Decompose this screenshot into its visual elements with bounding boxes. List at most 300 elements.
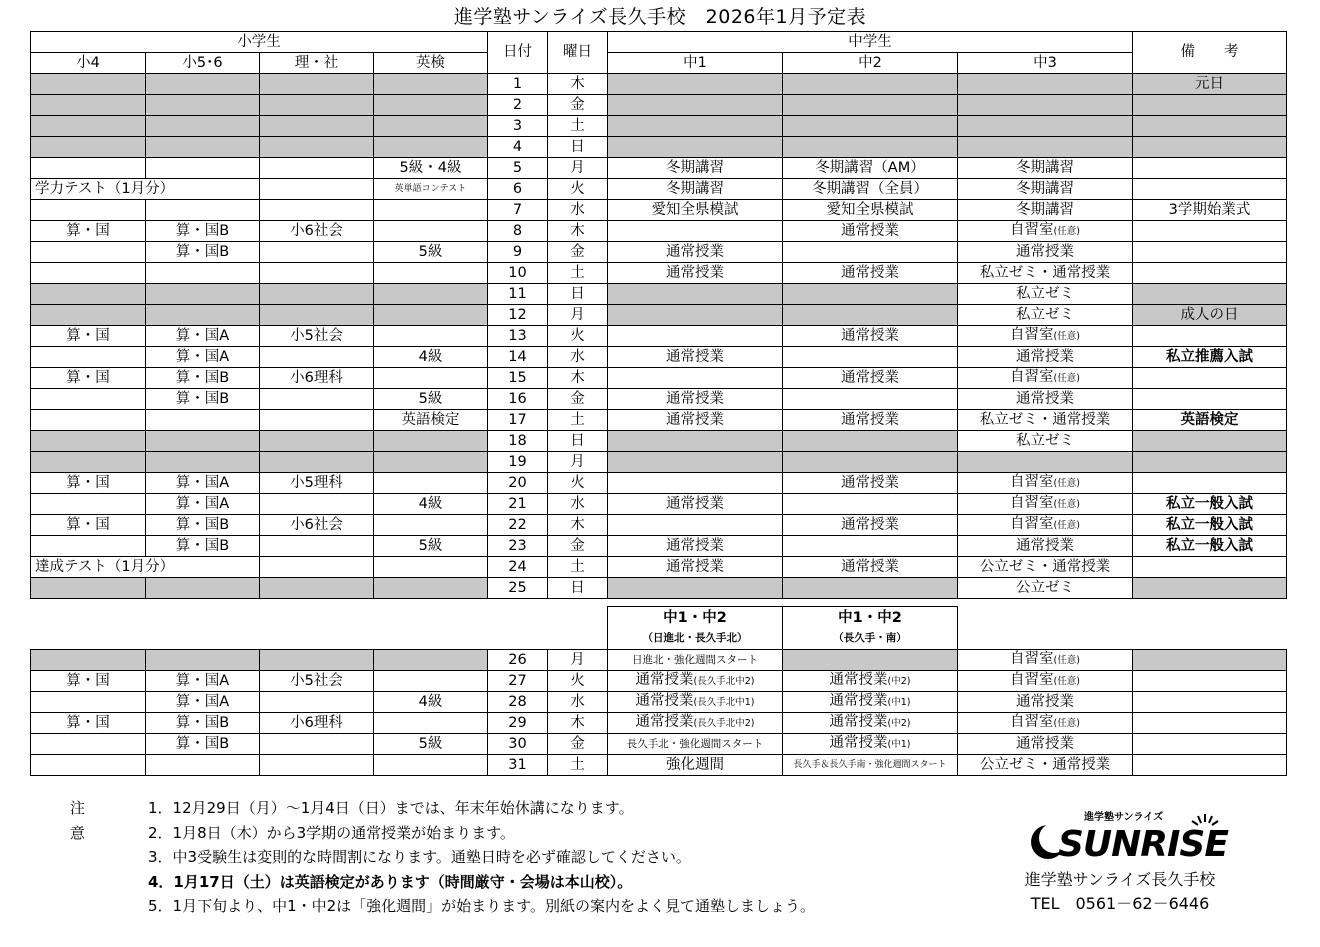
cell-grade4 [31, 326, 146, 347]
cell-jh1 [608, 389, 783, 410]
header-junior: 中学生 [608, 32, 1133, 53]
cell-date [488, 671, 548, 692]
table-row [31, 734, 1287, 755]
cell-grade56 [146, 221, 260, 242]
cell-jh2-text: 通常授業 [841, 222, 899, 239]
cell-grade4 [31, 74, 146, 95]
cell-jh2 [783, 650, 958, 671]
cell-jh2-text: 通常授業 [841, 516, 899, 533]
cell-jh1-text: 通常授業 [666, 264, 724, 281]
cell-eiken [374, 515, 488, 536]
cell-date-text: 18 [508, 432, 527, 449]
cell-remarks [1133, 221, 1287, 242]
cell-jh1 [608, 650, 783, 671]
cell-jh1 [608, 242, 783, 263]
header-split-b-title: 中1・中2 [838, 610, 902, 626]
cell-jh3-text: 冬期講習 [1016, 201, 1074, 218]
cell-jh3 [958, 473, 1133, 494]
cell-jh1-text: 冬期講習 [666, 159, 724, 176]
cell-jh3-text: 通常授業 [1016, 693, 1074, 710]
cell-jh2-note: (中1) [887, 697, 911, 708]
cell-weekday [548, 557, 608, 578]
table-row [31, 242, 1287, 263]
cell-jh3-note: (任意) [1053, 226, 1080, 237]
cell-jh1-text: 日進北・強化週間スタート [632, 653, 758, 666]
cell-jh2 [783, 179, 958, 200]
cell-date [488, 305, 548, 326]
cell-date [488, 284, 548, 305]
cell-weekday [548, 284, 608, 305]
cell-eiken [374, 158, 488, 179]
cell-remarks [1133, 116, 1287, 137]
cell-jh3-note: (任意) [1053, 331, 1080, 342]
cell-jh3-text: 私立ゼミ [1016, 306, 1074, 323]
cell-date [488, 242, 548, 263]
cell-sci-soc [260, 263, 374, 284]
cell-jh2-text: 通常授業 [841, 411, 899, 428]
cell-jh3-note: (任意) [1053, 718, 1080, 729]
cell-grade4 [31, 452, 146, 473]
cell-jh2-text: 通常授業 [829, 693, 888, 709]
cell-jh3-text: 通常授業 [1016, 735, 1074, 752]
cell-jh2 [783, 95, 958, 116]
note-item: 5．1月下旬より、中1・中2は「強化週間」が始まります。別紙の案内をよく見て通塾しましょう。 [148, 897, 815, 915]
cell-jh1 [608, 473, 783, 494]
cell-eiken [374, 200, 488, 221]
cell-date-text: 31 [508, 756, 527, 773]
note-item: 3．中3受験生は変則的な時間割になります。通塾日時を必ず確認してください。 [148, 848, 691, 866]
cell-date-text: 9 [512, 243, 523, 260]
cell-jh1-text: 通常授業 [635, 714, 694, 730]
cell-grade56 [146, 284, 260, 305]
cell-sci-soc [260, 74, 374, 95]
cell-eiken [374, 284, 488, 305]
cell-eiken [374, 95, 488, 116]
cell-weekday [548, 263, 608, 284]
cell-date [488, 95, 548, 116]
table-row [31, 536, 1287, 557]
cell-eiken-text: 4級 [418, 348, 443, 365]
cell-jh3-text: 自習室 [1010, 369, 1054, 385]
cell-grade4 [31, 137, 146, 158]
cell-weekday [548, 389, 608, 410]
cell-jh3 [958, 284, 1133, 305]
table-row [31, 713, 1287, 734]
cell-sci-soc [260, 305, 374, 326]
cell-jh2 [783, 536, 958, 557]
cell-remarks [1133, 305, 1287, 326]
cell-eiken [374, 473, 488, 494]
cell-grade56 [146, 200, 260, 221]
cell-jh1 [608, 200, 783, 221]
cell-remarks [1133, 347, 1287, 368]
cell-date-text: 4 [512, 138, 523, 155]
cell-eiken [374, 410, 488, 431]
school-name: 進学塾サンライズ長久手校 [1024, 870, 1216, 889]
cell-jh2 [783, 713, 958, 734]
table-row [31, 284, 1287, 305]
cell-grade56 [146, 734, 260, 755]
cell-eiken-text: 英単語コンテスト [394, 183, 467, 194]
cell-remarks [1133, 713, 1287, 734]
cell-grade56-text: 算・国B [175, 537, 230, 554]
cell-date-text: 6 [512, 180, 523, 197]
cell-jh2 [783, 116, 958, 137]
cell-jh3-text: 自習室 [1010, 495, 1054, 511]
cell-weekday-text: 火 [570, 327, 585, 344]
cell-weekday-text: 火 [570, 474, 585, 491]
cell-jh3 [958, 734, 1133, 755]
cell-weekday-text: 木 [570, 369, 585, 386]
cell-jh2 [783, 74, 958, 95]
cell-weekday-text: 日 [570, 138, 585, 155]
cell-jh2-text: 長久手＆長久手南・強化週間スタート [793, 759, 947, 770]
cell-eiken [374, 116, 488, 137]
cell-weekday-text: 土 [570, 756, 585, 773]
cell-grade4 [31, 692, 146, 713]
cell-jh2 [783, 326, 958, 347]
cell-jh1 [608, 368, 783, 389]
cell-grade4 [31, 368, 146, 389]
cell-jh3-text: 自習室 [1010, 474, 1054, 490]
cell-weekday-text: 土 [570, 411, 585, 428]
cell-weekday [548, 116, 608, 137]
cell-grade4 [31, 263, 146, 284]
cell-jh2 [783, 263, 958, 284]
table-row [31, 221, 1287, 242]
cell-date-text: 28 [508, 693, 527, 710]
cell-jh2 [783, 431, 958, 452]
cell-eiken [374, 692, 488, 713]
cell-weekday-text: 木 [570, 516, 585, 533]
cell-remarks [1133, 473, 1287, 494]
cell-jh3 [958, 650, 1133, 671]
cell-remarks [1133, 326, 1287, 347]
cell-sci-soc [260, 650, 374, 671]
cell-sci-soc [260, 326, 374, 347]
cell-jh3 [958, 200, 1133, 221]
cell-jh2 [783, 452, 958, 473]
cell-date-text: 1 [512, 75, 523, 92]
cell-weekday [548, 221, 608, 242]
cell-eiken-text: 4級 [418, 693, 443, 710]
table-row [31, 389, 1287, 410]
cell-jh2 [783, 242, 958, 263]
cell-eiken [374, 263, 488, 284]
table-row [31, 755, 1287, 776]
cell-sci-soc [260, 755, 374, 776]
cell-sci-soc [260, 389, 374, 410]
cell-weekday [548, 713, 608, 734]
cell-jh2-text: 愛知全県模試 [826, 201, 914, 218]
table-row [31, 671, 1287, 692]
table-row [31, 650, 1287, 671]
cell-grade4 [31, 284, 146, 305]
cell-jh3 [958, 221, 1133, 242]
table-row [31, 368, 1287, 389]
cell-grade4 [31, 158, 146, 179]
cell-jh1 [608, 536, 783, 557]
cell-jh1-text: 強化週間 [666, 756, 724, 773]
cell-grade4-text: 算・国 [66, 672, 110, 689]
cell-remarks [1133, 557, 1287, 578]
cell-jh2-text: 通常授業 [829, 714, 888, 730]
cell-grade56-text: 算・国A [175, 474, 230, 491]
cell-grade56 [146, 536, 260, 557]
cell-weekday [548, 494, 608, 515]
cell-eiken [374, 368, 488, 389]
cell-jh1 [608, 284, 783, 305]
cell-remarks [1133, 578, 1287, 599]
cell-grade56-text: 算・国B [175, 390, 230, 407]
cell-jh3 [958, 389, 1133, 410]
cell-grade56-text: 算・国A [175, 672, 230, 689]
cell-jh3-text: 自習室 [1010, 516, 1054, 532]
cell-grade56 [146, 74, 260, 95]
cell-date [488, 473, 548, 494]
table-row [31, 95, 1287, 116]
cell-sci-soc-text: 小6社会 [290, 222, 343, 239]
cell-sci-soc [260, 692, 374, 713]
cell-grade56-text: 算・国A [175, 348, 230, 365]
cell-grade4 [31, 410, 146, 431]
cell-eiken-text: 4級 [418, 495, 443, 512]
cell-jh2 [783, 368, 958, 389]
cell-jh3-text: 自習室 [1010, 651, 1054, 667]
cell-jh1 [608, 692, 783, 713]
note-item: 1．12月29日（月）～1月4日（日）までは、年末年始休講になります。 [148, 799, 634, 817]
cell-date [488, 158, 548, 179]
cell-jh2 [783, 734, 958, 755]
table-row [31, 158, 1287, 179]
cell-jh2 [783, 200, 958, 221]
cell-jh3 [958, 494, 1133, 515]
cell-jh2-text: 通常授業 [829, 672, 888, 688]
cell-weekday [548, 200, 608, 221]
cell-date-text: 15 [508, 369, 527, 386]
cell-remarks [1133, 734, 1287, 755]
cell-remarks [1133, 179, 1287, 200]
cell-date-text: 14 [508, 348, 527, 365]
cell-eiken [374, 389, 488, 410]
cell-sci-soc [260, 494, 374, 515]
cell-jh3-text: 通常授業 [1016, 243, 1074, 260]
cell-jh2 [783, 473, 958, 494]
cell-jh3-note: (任意) [1053, 655, 1080, 666]
cell-grade4 [31, 494, 146, 515]
cell-weekday [548, 368, 608, 389]
cell-grade56-text: 算・国A [175, 495, 230, 512]
cell-date-text: 12 [508, 306, 527, 323]
table-row [31, 473, 1287, 494]
cell-grade56 [146, 95, 260, 116]
cell-remarks-text: 私立一般入試 [1166, 516, 1253, 533]
cell-grade4 [31, 536, 146, 557]
cell-jh3-note: (任意) [1053, 499, 1080, 510]
cell-sci-soc [260, 116, 374, 137]
cell-grade56 [146, 692, 260, 713]
cell-eiken [374, 536, 488, 557]
cell-eiken [374, 494, 488, 515]
cell-sci-soc [260, 734, 374, 755]
cell-sci-soc [260, 284, 374, 305]
cell-jh3-text: 通常授業 [1016, 537, 1074, 554]
cell-jh1 [608, 326, 783, 347]
cell-eiken-text: 5級 [418, 243, 443, 260]
cell-jh2-text: 通常授業 [841, 558, 899, 575]
cell-date [488, 452, 548, 473]
cell-weekday [548, 305, 608, 326]
cell-remarks [1133, 494, 1287, 515]
cell-weekday-text: 月 [570, 453, 585, 470]
header-split-a-sub: （日進北・長久手北） [642, 632, 748, 644]
cell-jh1 [608, 578, 783, 599]
cell-jh1 [608, 179, 783, 200]
cell-jh3 [958, 692, 1133, 713]
cell-sci-soc [260, 95, 374, 116]
cell-eiken-text: 5級 [418, 735, 443, 752]
cell-sci-soc [260, 713, 374, 734]
cell-eiken [374, 305, 488, 326]
cell-date [488, 389, 548, 410]
cell-weekday [548, 95, 608, 116]
header-split-a [608, 607, 783, 650]
cell-jh2-text: 冬期講習（AM） [815, 159, 925, 176]
cell-weekday-text: 木 [570, 222, 585, 239]
cell-weekday [548, 692, 608, 713]
cell-date [488, 515, 548, 536]
cell-date [488, 755, 548, 776]
cell-jh3-text: 冬期講習 [1016, 159, 1074, 176]
cell-grade4 [31, 200, 146, 221]
cell-eiken-text: 英語検定 [401, 411, 460, 428]
cell-jh3-note: (任意) [1053, 676, 1080, 687]
cell-date-text: 11 [508, 285, 527, 302]
cell-jh3 [958, 755, 1133, 776]
cell-weekday-text: 水 [570, 693, 585, 710]
cell-remarks [1133, 389, 1287, 410]
table-row [31, 326, 1287, 347]
cell-jh3 [958, 305, 1133, 326]
cell-grade4-text: 算・国 [66, 474, 110, 491]
cell-jh2 [783, 755, 958, 776]
cell-date [488, 410, 548, 431]
cell-eiken [374, 734, 488, 755]
table-row [31, 200, 1287, 221]
cell-jh2 [783, 692, 958, 713]
cell-jh3-text: 私立ゼミ [1016, 285, 1074, 302]
cell-jh3-text: 公立ゼミ [1016, 579, 1074, 596]
cell-sci-soc [260, 368, 374, 389]
cell-weekday [548, 755, 608, 776]
logo-small-text: 進学塾サンライズ [1084, 812, 1164, 823]
cell-jh1 [608, 221, 783, 242]
header-col-el-1: 小5･6 [146, 53, 260, 74]
table-row [31, 578, 1287, 599]
cell-grade56 [146, 263, 260, 284]
cell-remarks [1133, 431, 1287, 452]
cell-jh2 [783, 515, 958, 536]
cell-grade4 [31, 578, 146, 599]
cell-date-text: 24 [508, 558, 527, 575]
cell-weekday-text: 土 [570, 117, 585, 134]
cell-jh3-text: 私立ゼミ・通常授業 [979, 264, 1111, 281]
cell-eiken [374, 755, 488, 776]
cell-grade56 [146, 137, 260, 158]
cell-jh1-note: (長久手北中2) [693, 718, 755, 729]
cell-grade4-text: 算・国 [66, 327, 110, 344]
cell-sci-soc-text: 小5理科 [290, 474, 343, 491]
table-row [31, 557, 1287, 578]
cell-jh2-note: (中1) [887, 739, 911, 750]
cell-jh3 [958, 242, 1133, 263]
cell-weekday-text: 金 [570, 390, 585, 407]
schedule-table-late [30, 606, 1287, 776]
cell-date [488, 347, 548, 368]
cell-date [488, 578, 548, 599]
cell-remarks [1133, 74, 1287, 95]
cell-date [488, 221, 548, 242]
cell-jh3-note: (任意) [1053, 478, 1080, 489]
cell-date-text: 7 [512, 201, 523, 218]
cell-jh3 [958, 95, 1133, 116]
cell-remarks [1133, 368, 1287, 389]
cell-remarks-text: 成人の日 [1180, 306, 1239, 323]
cell-jh3 [958, 410, 1133, 431]
cell-jh1 [608, 305, 783, 326]
cell-grade56 [146, 410, 260, 431]
cell-remarks [1133, 536, 1287, 557]
cell-eiken [374, 179, 488, 200]
cell-date-text: 2 [512, 96, 523, 113]
cell-eiken [374, 221, 488, 242]
cell-grade4 [31, 116, 146, 137]
cell-grade56-text: 算・国B [175, 369, 230, 386]
cell-remarks [1133, 95, 1287, 116]
cell-date-text: 3 [512, 117, 523, 134]
cell-jh3-note: (任意) [1053, 520, 1080, 531]
header-col-el-3: 英検 [374, 53, 488, 74]
cell-jh2-text: 通常授業 [841, 327, 899, 344]
cell-remarks [1133, 755, 1287, 776]
cell-weekday [548, 515, 608, 536]
cell-jh3-text: 私立ゼミ [1016, 432, 1074, 449]
cell-weekday-text: 火 [570, 672, 585, 689]
cell-grade56 [146, 473, 260, 494]
cell-jh3 [958, 713, 1133, 734]
cell-grade4 [31, 305, 146, 326]
cell-jh1 [608, 410, 783, 431]
cell-remarks [1133, 158, 1287, 179]
cell-remarks [1133, 284, 1287, 305]
cell-eiken [374, 713, 488, 734]
cell-sci-soc [260, 515, 374, 536]
cell-remarks-text: 私立一般入試 [1166, 537, 1253, 554]
cell-jh3 [958, 74, 1133, 95]
cell-date [488, 650, 548, 671]
header-col-jh-0: 中1 [608, 53, 783, 74]
header-elementary: 小学生 [31, 32, 488, 53]
cell-grade56-text: 算・国B [175, 516, 230, 533]
cell-jh3 [958, 671, 1133, 692]
cell-remarks [1133, 263, 1287, 284]
cell-weekday [548, 431, 608, 452]
cell-weekday [548, 179, 608, 200]
cell-date-text: 21 [508, 495, 527, 512]
header-date: 日付 [488, 32, 548, 74]
cell-jh1 [608, 263, 783, 284]
cell-remarks [1133, 410, 1287, 431]
